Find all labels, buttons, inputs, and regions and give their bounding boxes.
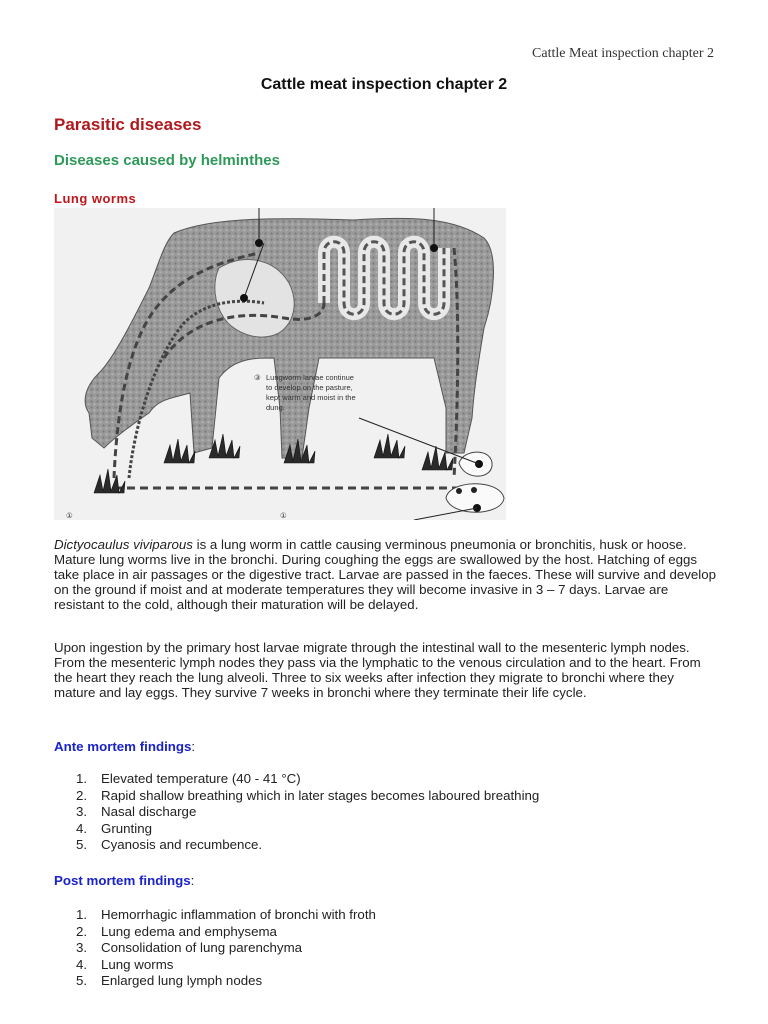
figure-annotation-line-1: Lungworm larvae continue <box>266 373 354 382</box>
figure-corner-label-left: ① <box>66 511 73 520</box>
figure-annotation-line-2: to develop on the pasture, <box>266 383 353 392</box>
list-text: Consolidation of lung parenchyma <box>101 940 303 955</box>
figure-annotation-number: ③ <box>254 373 261 382</box>
figure-annotation-line-3: kept warm and moist in the <box>266 393 356 402</box>
heading-diseases-helminthes: Diseases caused by helminthes <box>54 152 280 169</box>
list-number: 1. <box>76 771 88 786</box>
list-number: 4. <box>76 956 88 972</box>
figure-annotation-line-4: dung. <box>266 403 285 412</box>
list-item <box>54 973 376 990</box>
heading-post-mortem-colon: : <box>190 873 195 888</box>
species-name: Dictyocaulus viviparous <box>54 537 193 552</box>
list-number: 3. <box>76 940 88 955</box>
list-item <box>54 804 539 821</box>
heading-parasitic-diseases: Parasitic diseases <box>54 115 202 134</box>
list-item <box>54 924 376 941</box>
heading-ante-mortem <box>54 739 195 754</box>
list-number: 2. <box>76 787 88 803</box>
list-text: Lung worms <box>101 956 174 972</box>
list-item <box>54 837 539 854</box>
list-number: 5. <box>76 973 88 988</box>
list-item <box>54 907 376 924</box>
paragraph-lifecycle <box>54 537 718 612</box>
list-number: 5. <box>76 837 88 852</box>
heading-post-mortem-label: Post mortem findings <box>54 873 191 888</box>
paragraph-lifecycle-text: is a lung worm in cattle causing verminous pneumonia or bronchitis, husk or hoose. Mature lung worms live in the bronchi. During coughing the eggs are swallowed by the host. Hatching of eggs take place in air passages or the digestive tract. Larvae are passed in the faeces. These will survive and develop on the ground if moist and at moderate temperatures they will become invasive in 3 – 7 days. Larvae are resistant to the cold, although their maturation will be delayed. <box>54 537 717 612</box>
document-title: Cattle meat inspection chapter 2 <box>260 76 508 93</box>
list-text: Cyanosis and recumbence. <box>101 837 263 852</box>
list-number: 4. <box>76 820 88 836</box>
post-mortem-list <box>54 907 376 990</box>
list-item <box>54 940 376 957</box>
list-number: 3. <box>76 804 88 819</box>
list-text: Enlarged lung lymph nodes <box>101 973 263 988</box>
list-text: Elevated temperature (40 - 41 °C) <box>101 771 301 786</box>
lungworm-lifecycle-illustration <box>54 208 506 520</box>
list-text: Nasal discharge <box>101 804 197 819</box>
list-text: Grunting <box>101 820 152 836</box>
list-item <box>54 957 376 974</box>
running-header: Cattle Meat inspection chapter 2 <box>532 46 714 61</box>
heading-post-mortem <box>54 873 194 888</box>
list-number: 1. <box>76 907 88 922</box>
ante-mortem-list <box>54 771 539 854</box>
heading-lung-worms: Lung worms <box>54 191 137 206</box>
list-text: Hemorrhagic inflammation of bronchi with froth <box>101 907 376 922</box>
list-text: Rapid shallow breathing which in later stages becomes laboured breathing <box>101 787 540 803</box>
heading-ante-mortem-colon: : <box>191 739 196 754</box>
figure-corner-label-mid: ① <box>280 511 287 520</box>
list-item <box>54 821 539 838</box>
list-number: 2. <box>76 923 88 939</box>
list-text: Lung edema and emphysema <box>101 923 277 939</box>
list-item <box>54 788 539 805</box>
list-item <box>54 771 539 788</box>
paragraph-migration: Upon ingestion by the primary host larvae migrate through the intestinal wall to the mesenteric lymph nodes. From the mesenteric lymph nodes they pass via the lymphatic to the venous circulation and to the heart. From the heart they reach the lung alveoli. Three to six weeks after infection they migrate to bronchi where they mature and lay eggs. They survive 7 weeks in bronchi where they terminate their life cycle. <box>54 640 701 700</box>
heading-ante-mortem-label: Ante mortem findings <box>54 739 192 754</box>
